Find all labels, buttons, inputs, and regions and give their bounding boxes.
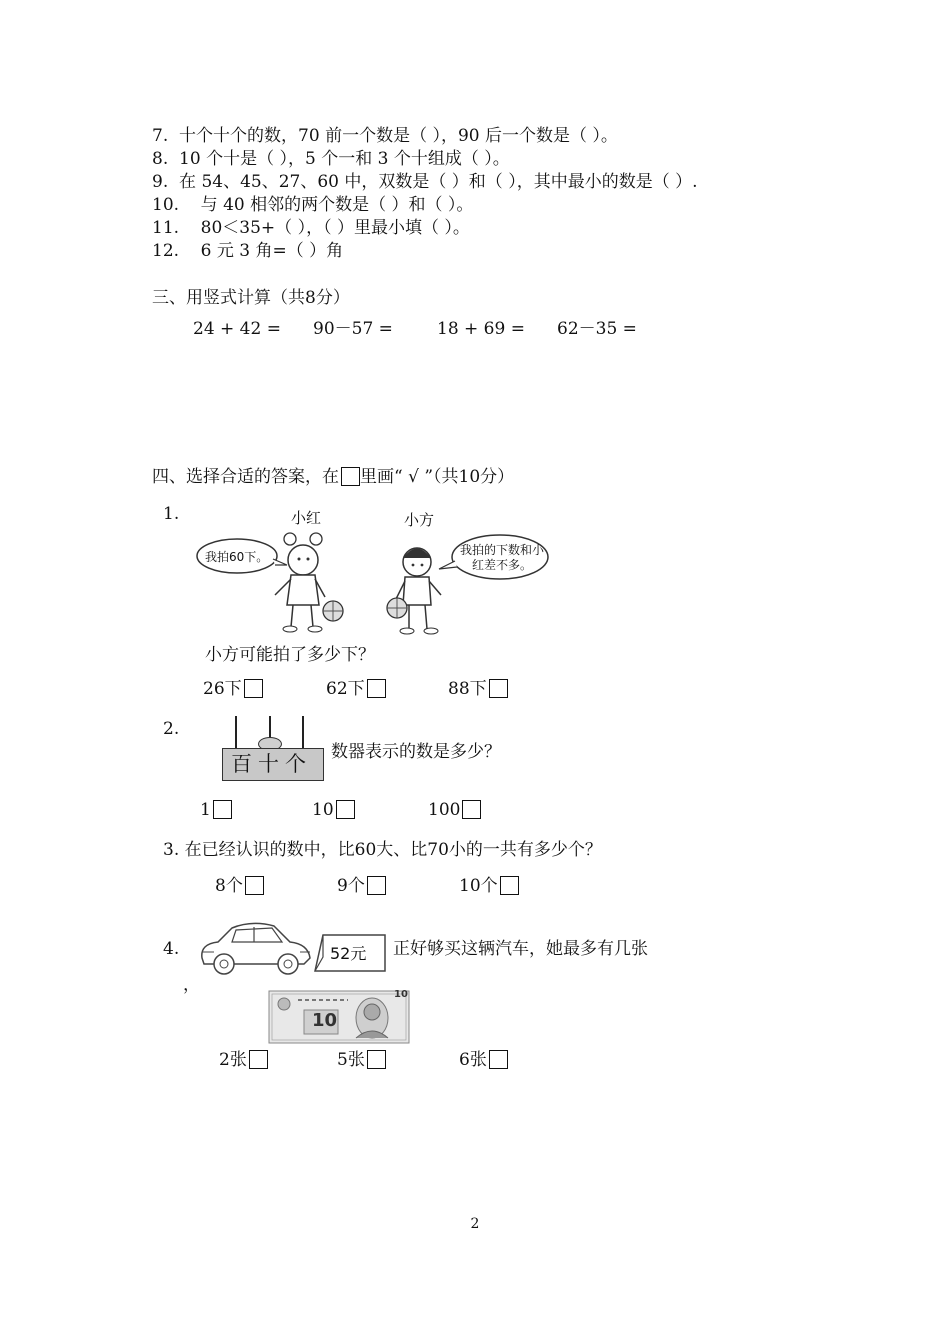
name-xiaohong: 小红 — [291, 509, 322, 527]
answer-checkbox[interactable] — [462, 800, 481, 819]
question-number: 10. — [152, 195, 180, 215]
answer-checkbox[interactable] — [213, 800, 232, 819]
q2-option-2 — [312, 799, 355, 821]
car-icon — [192, 918, 316, 980]
question-11 — [152, 217, 470, 239]
section-4-title — [152, 466, 514, 488]
option-label: 8个 — [215, 876, 243, 896]
section-4-title-start: 四、选择合适的答案，在 — [152, 467, 339, 487]
price-tag-label: 52元 — [330, 944, 367, 963]
question-number: 12. — [152, 241, 180, 261]
question-7 — [152, 125, 618, 147]
calc-problem-1: 24 + 42 = — [193, 319, 281, 339]
question-number: 9. — [152, 172, 169, 192]
q4-number: 4. — [163, 939, 180, 959]
option-label: 10 — [312, 800, 334, 820]
option-label: 5张 — [337, 1050, 365, 1070]
answer-checkbox[interactable] — [489, 679, 508, 698]
question-text: 6 元 3 角=（ ）角 — [200, 241, 344, 261]
answer-checkbox[interactable] — [336, 800, 355, 819]
banknote-corner-value: 10 — [394, 989, 408, 1000]
q2-option-1 — [200, 799, 232, 821]
q2-option-3 — [428, 799, 481, 821]
q1-number: 1. — [163, 504, 180, 524]
q3-option-2 — [337, 875, 386, 897]
banknote-value: 10 — [312, 1010, 338, 1031]
answer-checkbox[interactable] — [500, 876, 519, 895]
question-text: 80＜35+（ ），（ ）里最小填（ ）。 — [200, 218, 470, 238]
answer-checkbox[interactable] — [245, 876, 264, 895]
question-9 — [152, 171, 698, 193]
q3-option-1 — [215, 875, 264, 897]
option-label: 100 — [428, 800, 461, 820]
answer-checkbox[interactable] — [367, 1050, 386, 1069]
abacus-base: 百十个 — [222, 748, 324, 781]
answer-checkbox[interactable] — [367, 679, 386, 698]
question-text: 十个十个的数，70 前一个数是（ ），90 后一个数是（ ）。 — [179, 126, 618, 146]
section-3-title: 三、用竖式计算（共8分） — [152, 288, 350, 308]
option-label: 62下 — [326, 679, 365, 699]
kids-illustration — [195, 525, 555, 637]
page-number: 2 — [470, 1216, 480, 1232]
q4-option-2 — [337, 1049, 386, 1071]
abacus-rod-hundreds — [235, 716, 237, 748]
option-label: 1 — [200, 800, 211, 820]
speech-bubble-xiaofang: 我拍的下数和小红差不多。 — [459, 543, 544, 572]
question-number: 8. — [152, 149, 169, 169]
q4-question: 正好够买这辆汽车，她最多有几张 — [393, 939, 648, 959]
option-label: 9个 — [337, 876, 365, 896]
q1-option-3 — [448, 678, 508, 700]
q4-comma: ， — [183, 975, 200, 995]
question-8 — [152, 148, 510, 170]
section-4-title-end: 里画“ √ ”（共10分） — [360, 467, 515, 487]
question-text: 与 40 相邻的两个数是（ ）和（ ）。 — [200, 195, 474, 215]
option-label: 2张 — [219, 1050, 247, 1070]
answer-checkbox[interactable] — [367, 876, 386, 895]
calc-problem-3: 18 + 69 = — [437, 319, 525, 339]
q1-question: 小方可能拍了多少下？ — [205, 645, 375, 665]
answer-checkbox-sample — [341, 467, 360, 486]
name-xiaofang: 小方 — [404, 511, 435, 529]
q2-number: 2. — [163, 719, 180, 739]
option-label: 88下 — [448, 679, 487, 699]
q4-option-3 — [459, 1049, 508, 1071]
q2-question: 数器表示的数是多少？ — [331, 742, 501, 762]
abacus-rod-ones — [302, 716, 304, 748]
question-12 — [152, 240, 343, 262]
question-number: 11. — [152, 218, 180, 238]
answer-checkbox[interactable] — [249, 1050, 268, 1069]
question-text: 在 54、45、27、60 中，双数是（ ）和（ ），其中最小的数是（ ）. — [179, 172, 698, 192]
ten-yuan-banknote-icon — [268, 990, 410, 1044]
q4-option-1 — [219, 1049, 268, 1071]
calc-problem-4: 62－35 = — [557, 319, 637, 339]
speech-bubble-xiaohong: 我拍60下。 — [205, 550, 269, 564]
q1-option-2 — [326, 678, 386, 700]
question-10 — [152, 194, 473, 216]
option-label: 10个 — [459, 876, 498, 896]
answer-checkbox[interactable] — [489, 1050, 508, 1069]
q3-question: 3. 在已经认识的数中，比60大、比70小的一共有多少个？ — [163, 840, 602, 860]
question-number: 7. — [152, 126, 169, 146]
calc-problem-2: 90－57 = — [313, 319, 393, 339]
question-text: 10 个十是（ ），5 个一和 3 个十组成（ ）。 — [179, 149, 510, 169]
q3-option-3 — [459, 875, 519, 897]
option-label: 6张 — [459, 1050, 487, 1070]
option-label: 26下 — [203, 679, 242, 699]
answer-checkbox[interactable] — [244, 679, 263, 698]
q1-option-1 — [203, 678, 263, 700]
